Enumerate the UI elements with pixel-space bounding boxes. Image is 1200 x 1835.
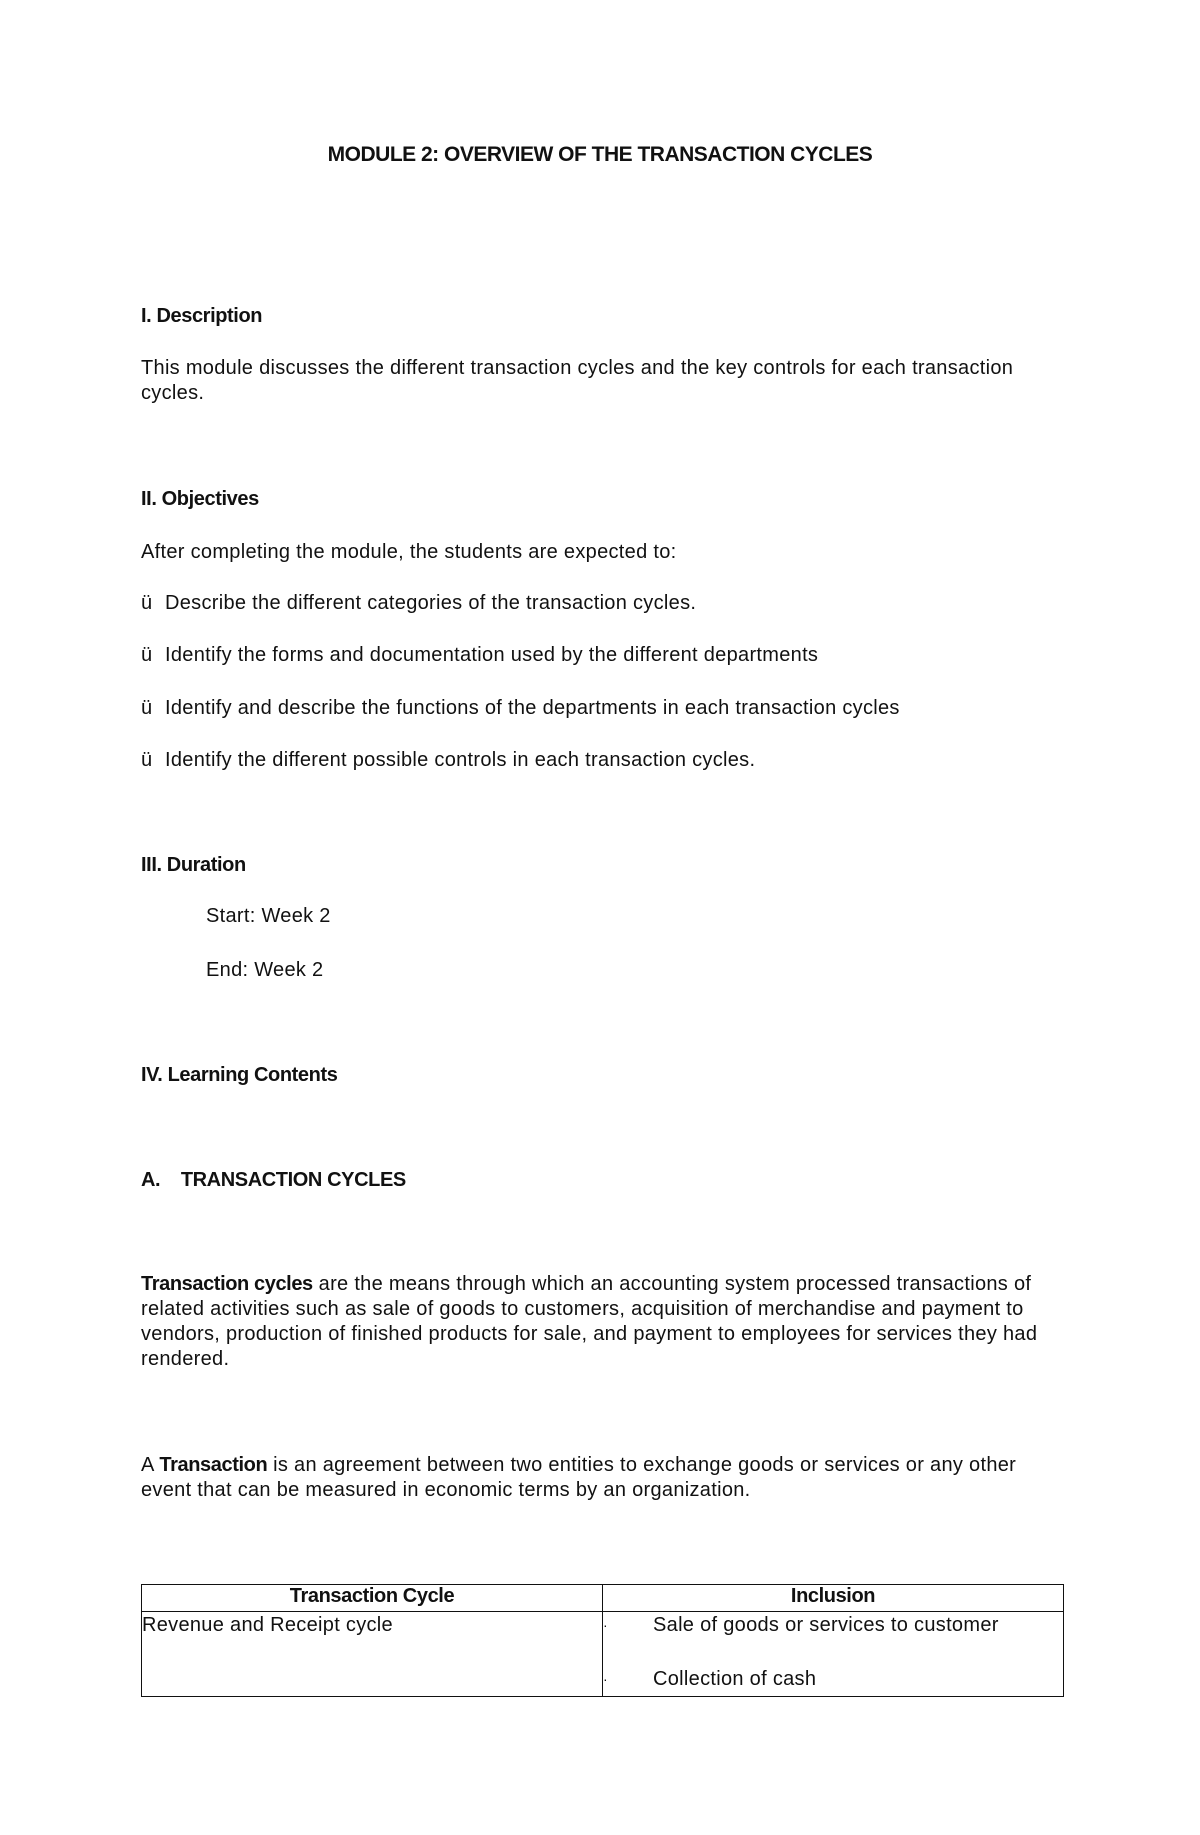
- description-text: This module discusses the different transaction cycles and the key controls for each transaction cycles.: [141, 357, 1014, 404]
- inclusion-text: Collection of cash: [653, 1668, 817, 1690]
- check-bullet-icon: ü: [141, 749, 153, 771]
- objective-text: Identify the different possible controls in each transaction cycles.: [165, 749, 756, 771]
- bullet-dot-icon: ·: [603, 1617, 608, 1633]
- page-title: MODULE 2: OVERVIEW OF THE TRANSACTION CYCLES: [327, 143, 873, 166]
- inclusion-text: Sale of goods or services to customer: [653, 1614, 999, 1636]
- paragraph-text: A: [141, 1454, 160, 1476]
- term-transaction-cycles: Transaction cycles: [141, 1273, 313, 1295]
- section-a-heading: A. TRANSACTION CYCLES: [141, 1169, 406, 1191]
- objective-text: Identify the forms and documentation used by the different departments: [165, 644, 819, 666]
- objective-text: Identify and describe the functions of the departments in each transaction cycles: [165, 697, 900, 719]
- duration-heading: III. Duration: [141, 854, 246, 876]
- column-header-transaction-cycle: Transaction Cycle: [142, 1585, 603, 1612]
- description-heading: I. Description: [141, 305, 263, 327]
- table-header-row: [142, 1585, 1064, 1612]
- objective-item: [141, 749, 755, 772]
- bullet-dot-icon: ·: [603, 1671, 608, 1687]
- paragraph-text: are the means through which an accounting system processed transactions of related activities such as sale of goods to customers, acquisition of merchandise and payment to vendors, production of finished products for sale, and payment to employees for services they had rendered.: [141, 1273, 1038, 1370]
- objective-item: [141, 644, 818, 667]
- transaction-cycles-table: [141, 1584, 1064, 1697]
- transaction-definition-paragraph: [141, 1453, 1041, 1503]
- objective-text: Describe the different categories of the transaction cycles.: [165, 592, 697, 614]
- check-bullet-icon: ü: [141, 644, 153, 666]
- duration-start: Start: Week 2: [206, 905, 331, 927]
- objective-item: [141, 697, 900, 720]
- transaction-cycles-paragraph: [141, 1272, 1041, 1372]
- inclusion-item: [603, 1614, 1063, 1641]
- inclusion-item: [603, 1668, 1063, 1695]
- learning-contents-heading: IV. Learning Contents: [141, 1064, 338, 1086]
- column-header-inclusion: Inclusion: [603, 1585, 1064, 1612]
- objective-item: [141, 592, 696, 615]
- table-row: [142, 1612, 1064, 1697]
- duration-end: End: Week 2: [206, 959, 324, 981]
- cycle-name-cell: Revenue and Receipt cycle: [142, 1612, 603, 1697]
- objectives-intro: After completing the module, the students are expected to:: [141, 541, 677, 563]
- term-transaction: Transaction: [159, 1454, 268, 1476]
- inclusion-cell: [603, 1612, 1064, 1697]
- check-bullet-icon: ü: [141, 697, 153, 719]
- check-bullet-icon: ü: [141, 592, 153, 614]
- objectives-heading: II. Objectives: [141, 488, 259, 510]
- paragraph-text: is an agreement between two entities to exchange goods or services or any other event that can be measured in economic terms by an organization.: [141, 1454, 1017, 1501]
